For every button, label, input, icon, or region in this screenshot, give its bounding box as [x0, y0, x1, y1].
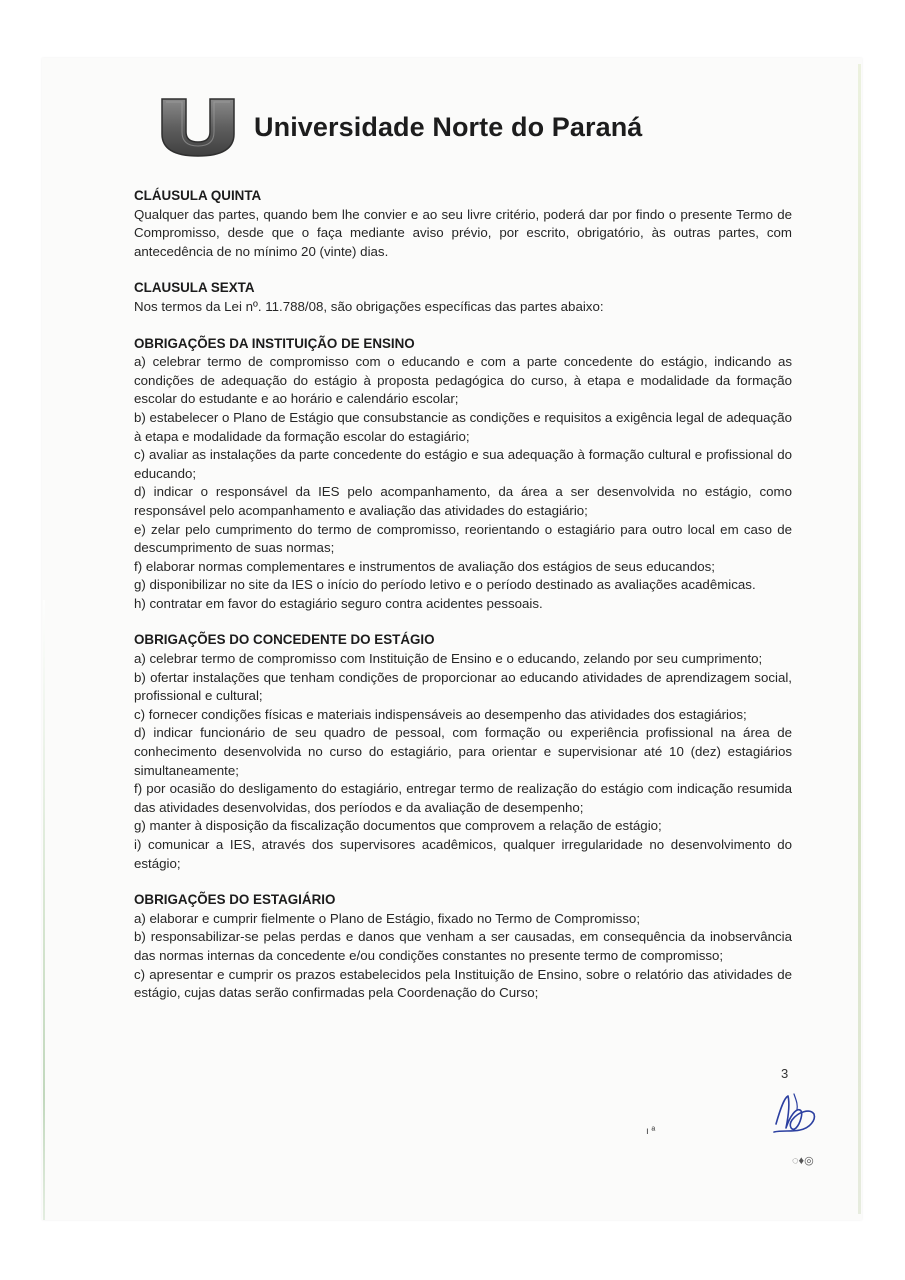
section-paragraph: Qualquer das partes, quando bem lhe convier e ao seu livre critério, poderá dar por findo o presente Termo de Compromisso, desde que o faça mediante aviso prévio, por escrito, obrigatório, às outras partes, com antecedência de no mínimo 20 (vinte) dias. — [134, 206, 792, 259]
list-item: a) celebrar termo de compromisso com o educando e com a parte concedente do estágio, indicando as condições de adequação do estágio à proposta pedagógica do curso, à etapa e modalidade da formação escolar do estudante e ao horário e calendário escolar; — [134, 354, 792, 407]
document-header — [160, 92, 642, 162]
university-name: Universidade Norte do Paraná — [254, 111, 643, 142]
list-item: h) contratar em favor do estagiário seguro contra acidentes pessoais. — [134, 595, 543, 611]
list-item: g) manter à disposição da fiscalização documentos que comprovem a relação de estágio; — [134, 818, 662, 834]
list-item: f) por ocasião do desligamento do estagiário, entregar termo de realização do estágio com indicação resumida das atividades desenvolvidas, dos períodos e da avaliação de desempenho; — [134, 781, 792, 815]
page-number: 3 — [781, 1066, 789, 1081]
section-heading: OBRIGAÇÕES DO ESTAGIÁRIO — [134, 892, 336, 908]
list-item: f) elaborar normas complementares e instrumentos de avaliação dos estágios de seus educandos; — [134, 558, 715, 574]
list-item: e) zelar pelo cumprimento do termo de compromisso, reorientando o estagiário para outro local em caso de descumprimento de suas normas; — [134, 521, 792, 556]
corner-marks: ◌♦◎ — [792, 1155, 814, 1167]
list-item: b) responsabilizar-se pelas perdas e danos que venham a ser causadas, em consequência da inobservância das normas internas da concedente e/ou condições constantes no presente termo de compromisso; — [134, 929, 792, 963]
section-obrigacoes-estagiario — [134, 891, 792, 1003]
section-heading: OBRIGAÇÕES DO CONCEDENTE DO ESTÁGIO — [134, 632, 435, 648]
signature-initials-icon — [770, 1090, 820, 1138]
stray-mark: ı ª — [646, 1126, 656, 1137]
section-paragraph: Nos termos da Lei nº. 11.788/08, são obrigações específicas das partes abaixo: — [134, 298, 604, 314]
list-item: b) ofertar instalações que tenham condições de proporcionar ao educando atividades de aprendizagem social, profissional e cultural; — [134, 669, 792, 704]
list-item: g) disponibilizar no site da IES o início do período letivo e o período destinado as avaliações acadêmicas. — [134, 577, 756, 593]
list-item: c) avaliar as instalações da parte concedente do estágio e sua adequação à formação cultural e profissional do educando; — [134, 447, 792, 481]
list-item: d) indicar o responsável da IES pelo acompanhamento, da área a ser desenvolvida no estágio, como responsável pelo acompanhamento e avaliação das atividades do estagiário; — [134, 484, 792, 518]
university-logo-icon — [160, 96, 236, 158]
section-clausula-sexta — [134, 279, 792, 316]
list-item: i) comunicar a IES, através dos supervisores acadêmicos, qualquer irregularidade no desenvolvimento do estágio; — [134, 837, 792, 871]
section-heading: CLAUSULA SEXTA — [134, 280, 255, 296]
list-item: d) indicar funcionário de seu quadro de pessoal, com formação ou experiência profissional na área de conhecimento desenvolvida no curso do estagiário, para orientar e supervisionar até 10 (dez) estagiários simultaneamente; — [134, 725, 792, 778]
list-item: a) celebrar termo de compromisso com Instituição de Ensino e o educando, zelando por seu cumprimento; — [134, 651, 763, 667]
section-heading: OBRIGAÇÕES DA INSTITUIÇÃO DE ENSINO — [134, 335, 415, 351]
page-edge-left — [43, 600, 45, 1220]
list-item: c) fornecer condições físicas e materiais indispensáveis ao desempenho das atividades dos estagiários; — [134, 706, 747, 722]
section-obrigacoes-instituicao — [134, 335, 792, 614]
page-edge-right — [858, 64, 861, 1214]
list-item: a) elaborar e cumprir fielmente o Plano de Estágio, fixado no Termo de Compromisso; — [134, 910, 641, 926]
section-clausula-quinta — [134, 187, 792, 261]
list-item: b) estabelecer o Plano de Estágio que consubstancie as condições e requisitos a exigência legal de adequação à etapa e modalidade da formação escolar do estagiário; — [134, 409, 792, 444]
section-heading: CLÁUSULA QUINTA — [134, 188, 262, 203]
section-obrigacoes-concedente — [134, 631, 792, 873]
list-item: c) apresentar e cumprir os prazos estabelecidos pela Instituição de Ensino, sobre o relatório das atividades de estágio, cujas datas serão confirmadas pela Coordenação do Curso; — [134, 966, 792, 1001]
document-body — [134, 187, 792, 1003]
